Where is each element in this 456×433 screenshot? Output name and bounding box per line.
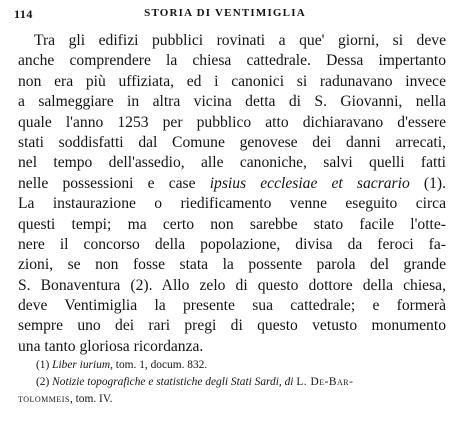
text-line: sempre uno dei rari pregi di questo vetusto monumento xyxy=(18,317,446,335)
text-line: zioni, se non fosse stata la possente parola del grande xyxy=(18,256,446,274)
footnote-2 xyxy=(36,374,446,391)
text-line: nere il concorso della popolazione, divisa da feroci fa- xyxy=(18,235,446,253)
text-line: Tra gli edifizi pubblici rovinati a que' giorni, si deve xyxy=(34,32,446,49)
text-line: questi tempi; ma certo non sarebbe stato facile l'otte- xyxy=(18,215,446,233)
text-line: S. Bonaventura (2). Allo zelo di questo dottore della chiesa, xyxy=(18,276,446,294)
text-line xyxy=(18,174,446,194)
text-line: stati soddisfatti dal Comune genovese dei danni arrecati, xyxy=(18,133,446,151)
running-title: STORIA DI VENTIMIGLIA xyxy=(144,7,306,19)
body-text xyxy=(18,31,446,357)
footnote-rest: , tom. 1, docum. 832. xyxy=(110,359,208,371)
footnote-rest: , tom. IV. xyxy=(69,393,113,405)
text-line: nel tempo dell'assedio, alle canoniche, salvi quelli fatti xyxy=(18,154,446,172)
footnotes xyxy=(18,357,446,408)
footnote-author: L. De-Bar- xyxy=(296,376,354,388)
text-line: La instaurazione o riedificamento venne eseguito circa xyxy=(18,195,446,213)
text-line: quale l'anno 1253 per pubblico atto dichiaravano d'essere xyxy=(18,113,446,131)
footnote-2-continued xyxy=(18,391,446,408)
footnote-title: Notizie topografiche e statistiche degli Stati Sardi, di xyxy=(52,376,294,388)
text-line: a salmeggiare in altra vicina detta di S. Giovanni, nella xyxy=(18,93,446,111)
footnote-mark: (1) xyxy=(36,359,50,371)
footnote-mark: (2) xyxy=(36,376,50,388)
text-line: una tanto gloriosa ricordanza. xyxy=(18,337,204,355)
page-header xyxy=(14,7,436,23)
footnote-ref: (1). xyxy=(409,174,446,192)
text-run: nelle possessioni e case xyxy=(18,174,210,192)
page-number: 114 xyxy=(14,7,33,21)
footnote-title: Liber iurium xyxy=(52,359,111,371)
footnote-1 xyxy=(36,357,446,374)
footnote-author: tolommeis xyxy=(18,393,70,405)
text-line: deve Ventimiglia la presente sua cattedrale; e formerà xyxy=(18,297,446,315)
latin-quote: ipsius ecclesiae et sacrario xyxy=(209,174,410,192)
text-line: anche comprendere la chiesa cattedrale. Dessa impertanto xyxy=(18,52,446,70)
text-line: non era più uffiziata, ed i canonici si radunavano invece xyxy=(18,72,446,90)
